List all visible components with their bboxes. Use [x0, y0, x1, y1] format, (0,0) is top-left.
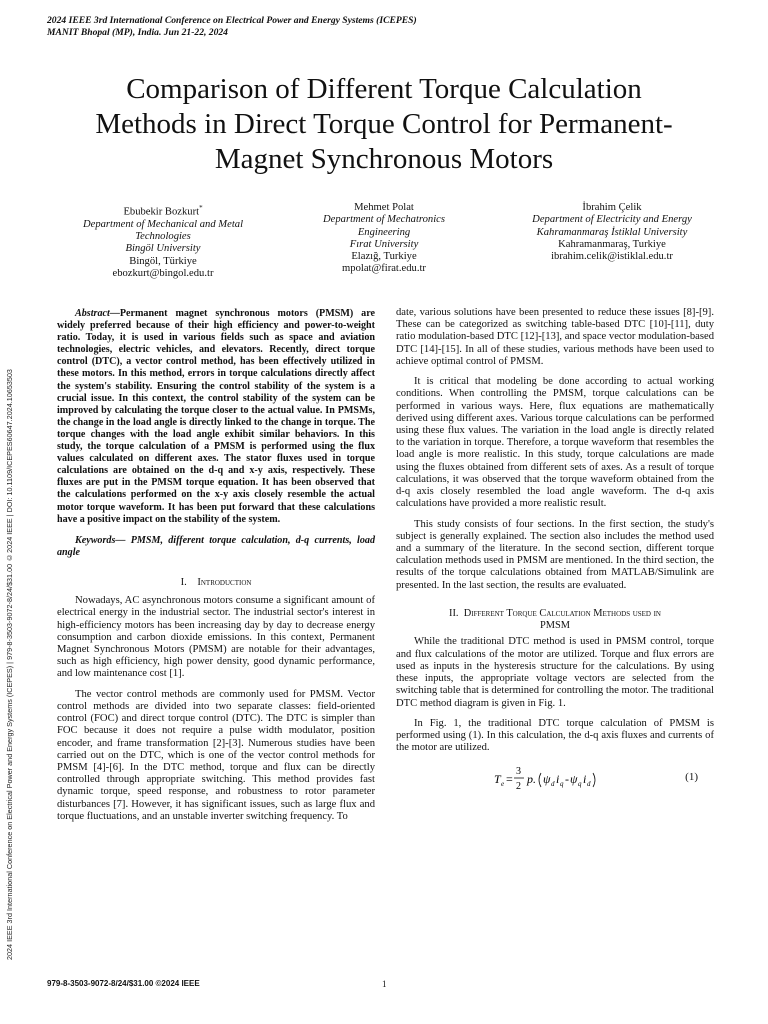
author-1-mark: *	[199, 204, 203, 212]
eq-i-d: i	[583, 772, 587, 787]
eq-psi-d-sub: d	[551, 780, 555, 789]
author-3-dept: Department of Electricity and Energy	[532, 214, 692, 226]
author-1	[43, 202, 283, 280]
author-3-location: Kahramanmaraş, Turkiye	[558, 238, 666, 250]
left-column	[57, 308, 375, 831]
eq-psi-d: ψ	[543, 772, 551, 787]
section-2-paragraph-2: In Fig. 1, the traditional DTC torque calculation of PMSM is performed using (1). In this calculation, the d-q axis fluxes and currents of the motor are utilized.	[396, 717, 714, 754]
eq-numerator: 3	[516, 766, 521, 778]
keywords-text: PMSM, different torque calculation, d-q currents, load angle	[57, 534, 375, 558]
abstract-text: —Permanent magnet synchronous motors (PMSM) are widely preferred because of their high efficiency and power-to-weight ratio. Today, it is used in various fields such as space and aviation technologies, electric vehicles, and elevators. Recently, direct torque control (DTC), a vector control method, has been effectively utilized in these motors. In this method, errors in torque calculations directly affect the system's stability. Ensuring the control stability of the system is a crucial issue. In this context, the control stability of the system can be improved by calculating the torque closer to the actual value. In PMSMs, the change in the load angle is directly linked to the change in torque. The torque changes with the load angle exhibit similar behaviors. In this study, the torque calculation of a PMSM is performed using the flux values calculated on different axes. The stator fluxes used in torque calculations are obtained on the d-q and x-y axis, respectively. These fluxes are put in the PMSM torque equation. It has been observed that the calculations performed on the x-y axis closely resemble the actual motor torque waveform. It has been put forward that these calculations have a positive impact on the stability of the system.	[57, 308, 375, 525]
author-2-dept-2: Engineering	[357, 226, 411, 238]
author-1-dept: Department of Mechanical and Metal	[82, 218, 244, 230]
eq-minus: -	[565, 772, 569, 787]
equation-1	[396, 762, 714, 796]
eq-i-d-sub: d	[587, 780, 591, 789]
title-line-3: Magnet Synchronous Motors	[214, 143, 554, 175]
eq-psi-q-sub: q	[578, 780, 582, 789]
eq-i-q-sub: q	[560, 780, 564, 789]
title-line-2: Methods in Direct Torque Control for Permanent-	[95, 108, 673, 140]
section-1-heading	[57, 577, 375, 589]
right-paragraph-2: It is critical that modeling be done according to actual working conditions. When controlling the PMSM, torque calculations can be performed in various ways. Here, flux equations are mathematically derived using different axes. Various torque calculations can be performed using these flux values. The variation in the load angle is directly related to the variation in torque. Therefore, a torque waveform that resembles the load angle is more realistic. In this study, torque calculations are made using the fluxes obtained from different sets of axes. As a result of torque calculations, it was observed that the torque waveform obtained from the d-q axis closely resembled the load angle waveform. The d-q axis calculations have provided a more realistic result.	[396, 376, 714, 510]
eq-denominator: 2	[516, 781, 521, 793]
footer-copyright: 979-8-3503-9072-8/24/$31.00 ©2024 IEEE	[47, 979, 200, 988]
author-2-location: Elazığ, Turkiye	[351, 251, 417, 263]
section-2-heading	[396, 608, 714, 633]
author-1-dept-2: Technologies	[135, 231, 191, 243]
author-3-name: İbrahim Çelik	[582, 202, 642, 213]
right-column	[396, 307, 714, 796]
eq-psi-q: ψ	[570, 772, 578, 787]
eq-right-paren	[593, 773, 595, 787]
section-2-numeral: II.	[449, 607, 459, 619]
section-2-paragraph-1: While the traditional DTC method is used in PMSM control, torque and flux calculations of the motor are utilized. Torque and flux errors are used as inputs in the hysteresis structure for the calculations. By using these inputs, the appropriate voltage vectors are selected from the switching table that is determined for controlling the motor. The traditional DTC method diagram is given in Fig. 1.	[396, 636, 714, 709]
author-1-name: Ebubekir Bozkurt	[123, 206, 200, 218]
abstract	[57, 308, 375, 526]
page-number: 1	[382, 979, 387, 989]
conference-line-2: MANIT Bhopal (MP), India. Jun 21-22, 2024	[47, 26, 228, 38]
author-3-university: Kahramanmaraş İstiklal University	[536, 226, 688, 238]
abstract-label: Abstract	[75, 308, 110, 319]
author-2-email[interactable]: mpolat@firat.edu.tr	[342, 263, 426, 275]
eq-left-paren	[539, 773, 541, 787]
eq-lhs-sub: e	[501, 780, 505, 789]
paper-title	[0, 72, 768, 177]
title-line-1: Comparison of Different Torque Calculation	[126, 73, 642, 105]
right-paragraph-3: This study consists of four sections. In the first section, the study's subject is generally explained. The section also includes the method used and a summary of the literature. In the second section, different torque calculation methods used in PMSM are mentioned. In the third section, the results of the torque calculations obtained from MATLAB/Simulink are presented. In the last section, the results are evaluated.	[396, 518, 714, 591]
author-1-university: Bingöl University	[125, 243, 201, 255]
section-1-title: Introduction	[197, 576, 252, 588]
keywords-label: Keywords—	[75, 534, 126, 546]
section-2-title-1: Different Torque Calculation Methods used in	[463, 607, 661, 619]
conference-line-1: 2024 IEEE 3rd International Conference on Electrical Power and Energy Systems (ICEPES)	[47, 15, 417, 26]
author-3	[492, 202, 732, 263]
author-1-location: Bingöl, Türkiye	[129, 255, 197, 267]
author-2-university: Fırat University	[349, 238, 419, 250]
author-2-dept: Department of Mechatronics	[323, 214, 445, 226]
section-2-title-2: PMSM	[539, 620, 571, 632]
eq-equals: =	[506, 772, 513, 787]
side-doi-strip: 2024 IEEE 3rd International Conference on Electrical Power and Energy Systems (ICEPES) | 979-8-3503-9072-8/24/$31.00 ©2024 IEEE | DOI: 10.1109/ICEPES60647.2024.10653503	[5, 369, 14, 960]
keywords	[57, 535, 375, 559]
author-3-email[interactable]: ibrahim.celik@istiklal.edu.tr	[551, 251, 673, 263]
section-1-numeral: I.	[180, 576, 187, 588]
intro-paragraph-2: The vector control methods are commonly used for PMSM. Vector control methods are divided into two separate classes: field-oriented control (FOC) and direct torque control (DTC). The DTC is simpler than FOC because it does not require a pulse width modulator, position encoder, and frame transformation [2]-[3]. Numerous studies have been carried out on the DTC, which is one of the vector control methods for PMSM [4]-[6]. In the DTC method, torque and flux can be directly controlled through appropriate switching. This method provides fast dynamic torque, speed response, and robustness to rotor parameter disturbances [7]. However, it has significant issues, such as large flux and torque fluctuations, and an unstable inverter switching frequency. To	[57, 688, 375, 822]
intro-paragraph-1: Nowadays, AC asynchronous motors consume a significant amount of electrical energy in the industrial sector. The industrial sector's interest in high-efficiency motors has been increasing day by day to decrease energy consumption and carbon dioxide emissions. In this context, Permanent Magnet Synchronous Motors (PMSM) are notable for their advantages, such as high efficiency, high power density, good dynamic performance, and low maintenance cost [1].	[57, 595, 375, 680]
equation-1-formula	[492, 762, 612, 796]
conference-header	[47, 15, 417, 38]
author-1-email[interactable]: ebozkurt@bingol.edu.tr	[112, 268, 214, 280]
author-2-name: Mehmet Polat	[354, 202, 414, 213]
author-2	[264, 202, 504, 276]
eq-p: p.	[527, 772, 536, 787]
equation-1-number: (1)	[685, 771, 698, 784]
eq-lhs: T	[494, 772, 501, 787]
eq-i-q: i	[556, 772, 560, 787]
right-paragraph-1: date, various solutions have been presented to reduce these issues [8]-[9]. These can be categorized as switching table-based DTC [10]-[11], duty ratio modulation-based DTC [12]-[13], and space vector modulation-based DTC [14]-[15]. In all of these studies, various methods have been used to achieve optimal control of PMSM.	[396, 307, 714, 367]
